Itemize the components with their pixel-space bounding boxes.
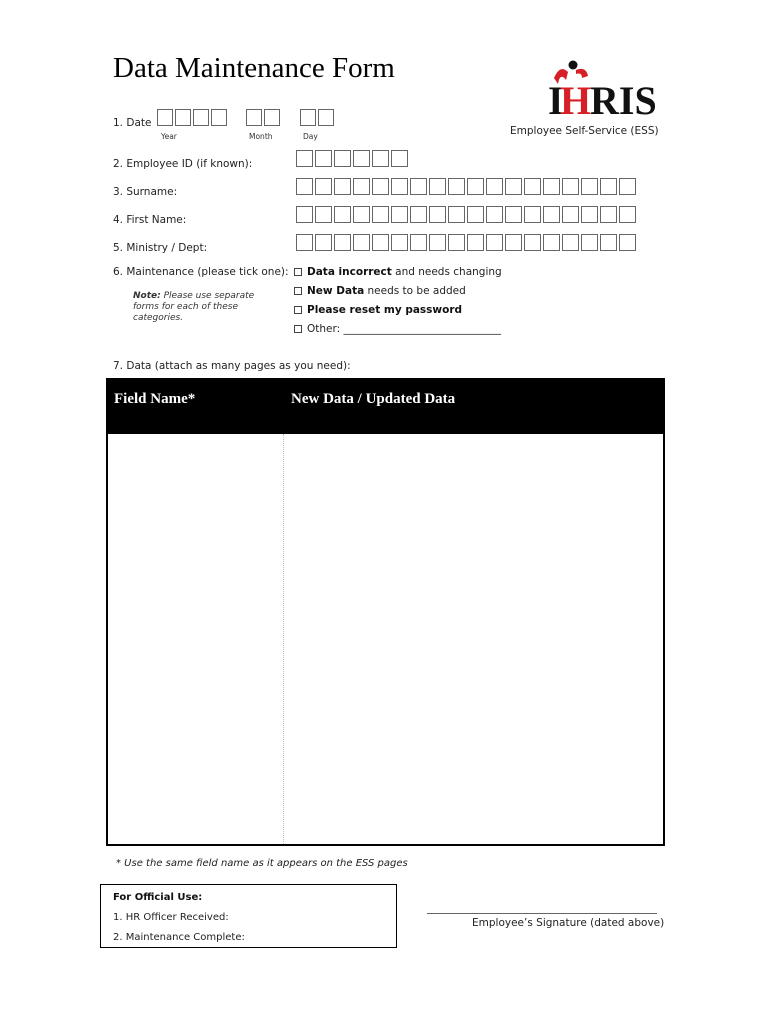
checkbox-icon[interactable] bbox=[294, 325, 302, 333]
ministry-input[interactable] bbox=[296, 234, 638, 251]
data-section-label: 7. Data (attach as many pages as you need): bbox=[113, 360, 351, 372]
field-name-area[interactable] bbox=[110, 436, 280, 842]
first-name-input[interactable] bbox=[296, 206, 638, 223]
month-caption: Month bbox=[249, 132, 273, 141]
column-divider bbox=[283, 434, 284, 844]
checkbox-icon[interactable] bbox=[294, 306, 302, 314]
day-input[interactable] bbox=[300, 109, 336, 126]
ihris-logo bbox=[546, 58, 661, 118]
option-reset-password[interactable]: Please reset my password bbox=[294, 304, 462, 316]
page-title: Data Maintenance Form bbox=[113, 52, 395, 84]
option-other[interactable]: Other: ______________________________ bbox=[294, 323, 501, 335]
month-input[interactable] bbox=[246, 109, 282, 126]
new-data-area[interactable] bbox=[286, 436, 662, 842]
employee-id-label: 2. Employee ID (if known): bbox=[113, 158, 253, 170]
official-use-box bbox=[100, 884, 397, 948]
checkbox-icon[interactable] bbox=[294, 287, 302, 295]
day-caption: Day bbox=[303, 132, 318, 141]
checkbox-icon[interactable] bbox=[294, 268, 302, 276]
col-field-name: Field Name* bbox=[114, 391, 196, 407]
table-header bbox=[108, 380, 663, 434]
option-data-incorrect[interactable]: Data incorrect and needs changing bbox=[294, 266, 502, 278]
svg-text:H: H bbox=[560, 78, 592, 118]
hr-officer-received: 1. HR Officer Received: bbox=[113, 912, 229, 923]
ihris-logo-icon bbox=[546, 58, 661, 118]
year-caption: Year bbox=[161, 132, 177, 141]
signature-label: Employee’s Signature (dated above) bbox=[472, 917, 665, 929]
employee-id-input[interactable] bbox=[296, 150, 410, 167]
ministry-label: 5. Ministry / Dept: bbox=[113, 242, 208, 254]
maintenance-complete: 2. Maintenance Complete: bbox=[113, 932, 245, 943]
footnote: * Use the same field name as it appears on the ESS pages bbox=[116, 858, 408, 869]
svg-text:I: I bbox=[548, 78, 564, 118]
svg-text:RIS: RIS bbox=[590, 78, 657, 118]
col-new-data: New Data / Updated Data bbox=[291, 391, 456, 407]
official-title: For Official Use: bbox=[113, 892, 203, 903]
signature-line[interactable] bbox=[427, 913, 657, 914]
year-input[interactable] bbox=[157, 109, 229, 126]
data-table bbox=[106, 378, 665, 846]
date-label: 1. Date bbox=[113, 117, 152, 129]
maintenance-label: 6. Maintenance (please tick one): bbox=[113, 266, 289, 278]
maintenance-note: Note: Please use separate forms for each of these categories. bbox=[133, 291, 255, 323]
option-new-data[interactable]: New Data needs to be added bbox=[294, 285, 466, 297]
logo-tagline: Employee Self-Service (ESS) bbox=[510, 125, 659, 137]
first-name-label: 4. First Name: bbox=[113, 214, 187, 226]
surname-input[interactable] bbox=[296, 178, 638, 195]
surname-label: 3. Surname: bbox=[113, 186, 178, 198]
